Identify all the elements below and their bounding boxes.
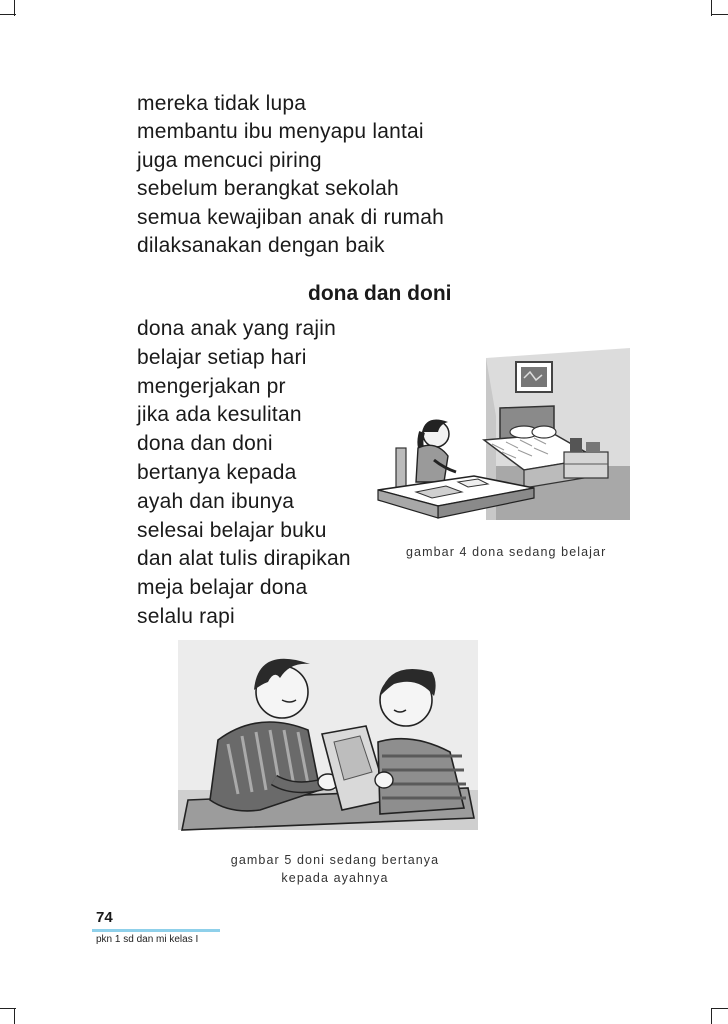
page-number: 74 [96, 909, 113, 926]
poem-main [137, 315, 351, 632]
footer-divider [92, 929, 220, 932]
poem-line: meja belajar dona [137, 576, 308, 600]
poem-line: dan alat tulis dirapikan [137, 547, 351, 571]
book-title: pkn 1 sd dan mi kelas I [96, 934, 199, 945]
poem-line: ayah dan ibunya [137, 489, 295, 513]
poem-line: bertanya kepada [137, 460, 297, 484]
poem-line: juga mencuci piring [137, 148, 322, 172]
poem-line: dona dan doni [137, 432, 273, 456]
caption-line: kepada ayahnya [281, 871, 389, 885]
caption-line: gambar 5 doni sedang bertanya [230, 853, 440, 867]
figure-5-illustration [178, 640, 478, 850]
figure-5-caption [190, 851, 480, 887]
poem-line: sebelum berangkat sekolah [137, 177, 399, 201]
poem-line: dona anak yang rajin [137, 317, 336, 340]
poem-line: mereka tidak lupa [137, 92, 307, 115]
poem-line: dilaksanakan dengan baik [137, 234, 385, 258]
figure-4-caption: gambar 4 dona sedang belajar [406, 545, 607, 559]
poem-line: selesai belajar buku [137, 518, 327, 542]
section-title: dona dan doni [308, 282, 452, 305]
poem-line: selalu rapi [137, 604, 235, 628]
poem-line: belajar setiap hari [137, 345, 307, 369]
poem-line: jika ada kesulitan [137, 403, 302, 427]
poem-line: mengerjakan pr [137, 374, 286, 398]
figure-4-illustration [374, 348, 630, 520]
poem-line: semua kewajiban anak di rumah [137, 205, 444, 229]
poem-line: membantu ibu menyapu lantai [137, 120, 424, 144]
poem-top [137, 90, 444, 260]
